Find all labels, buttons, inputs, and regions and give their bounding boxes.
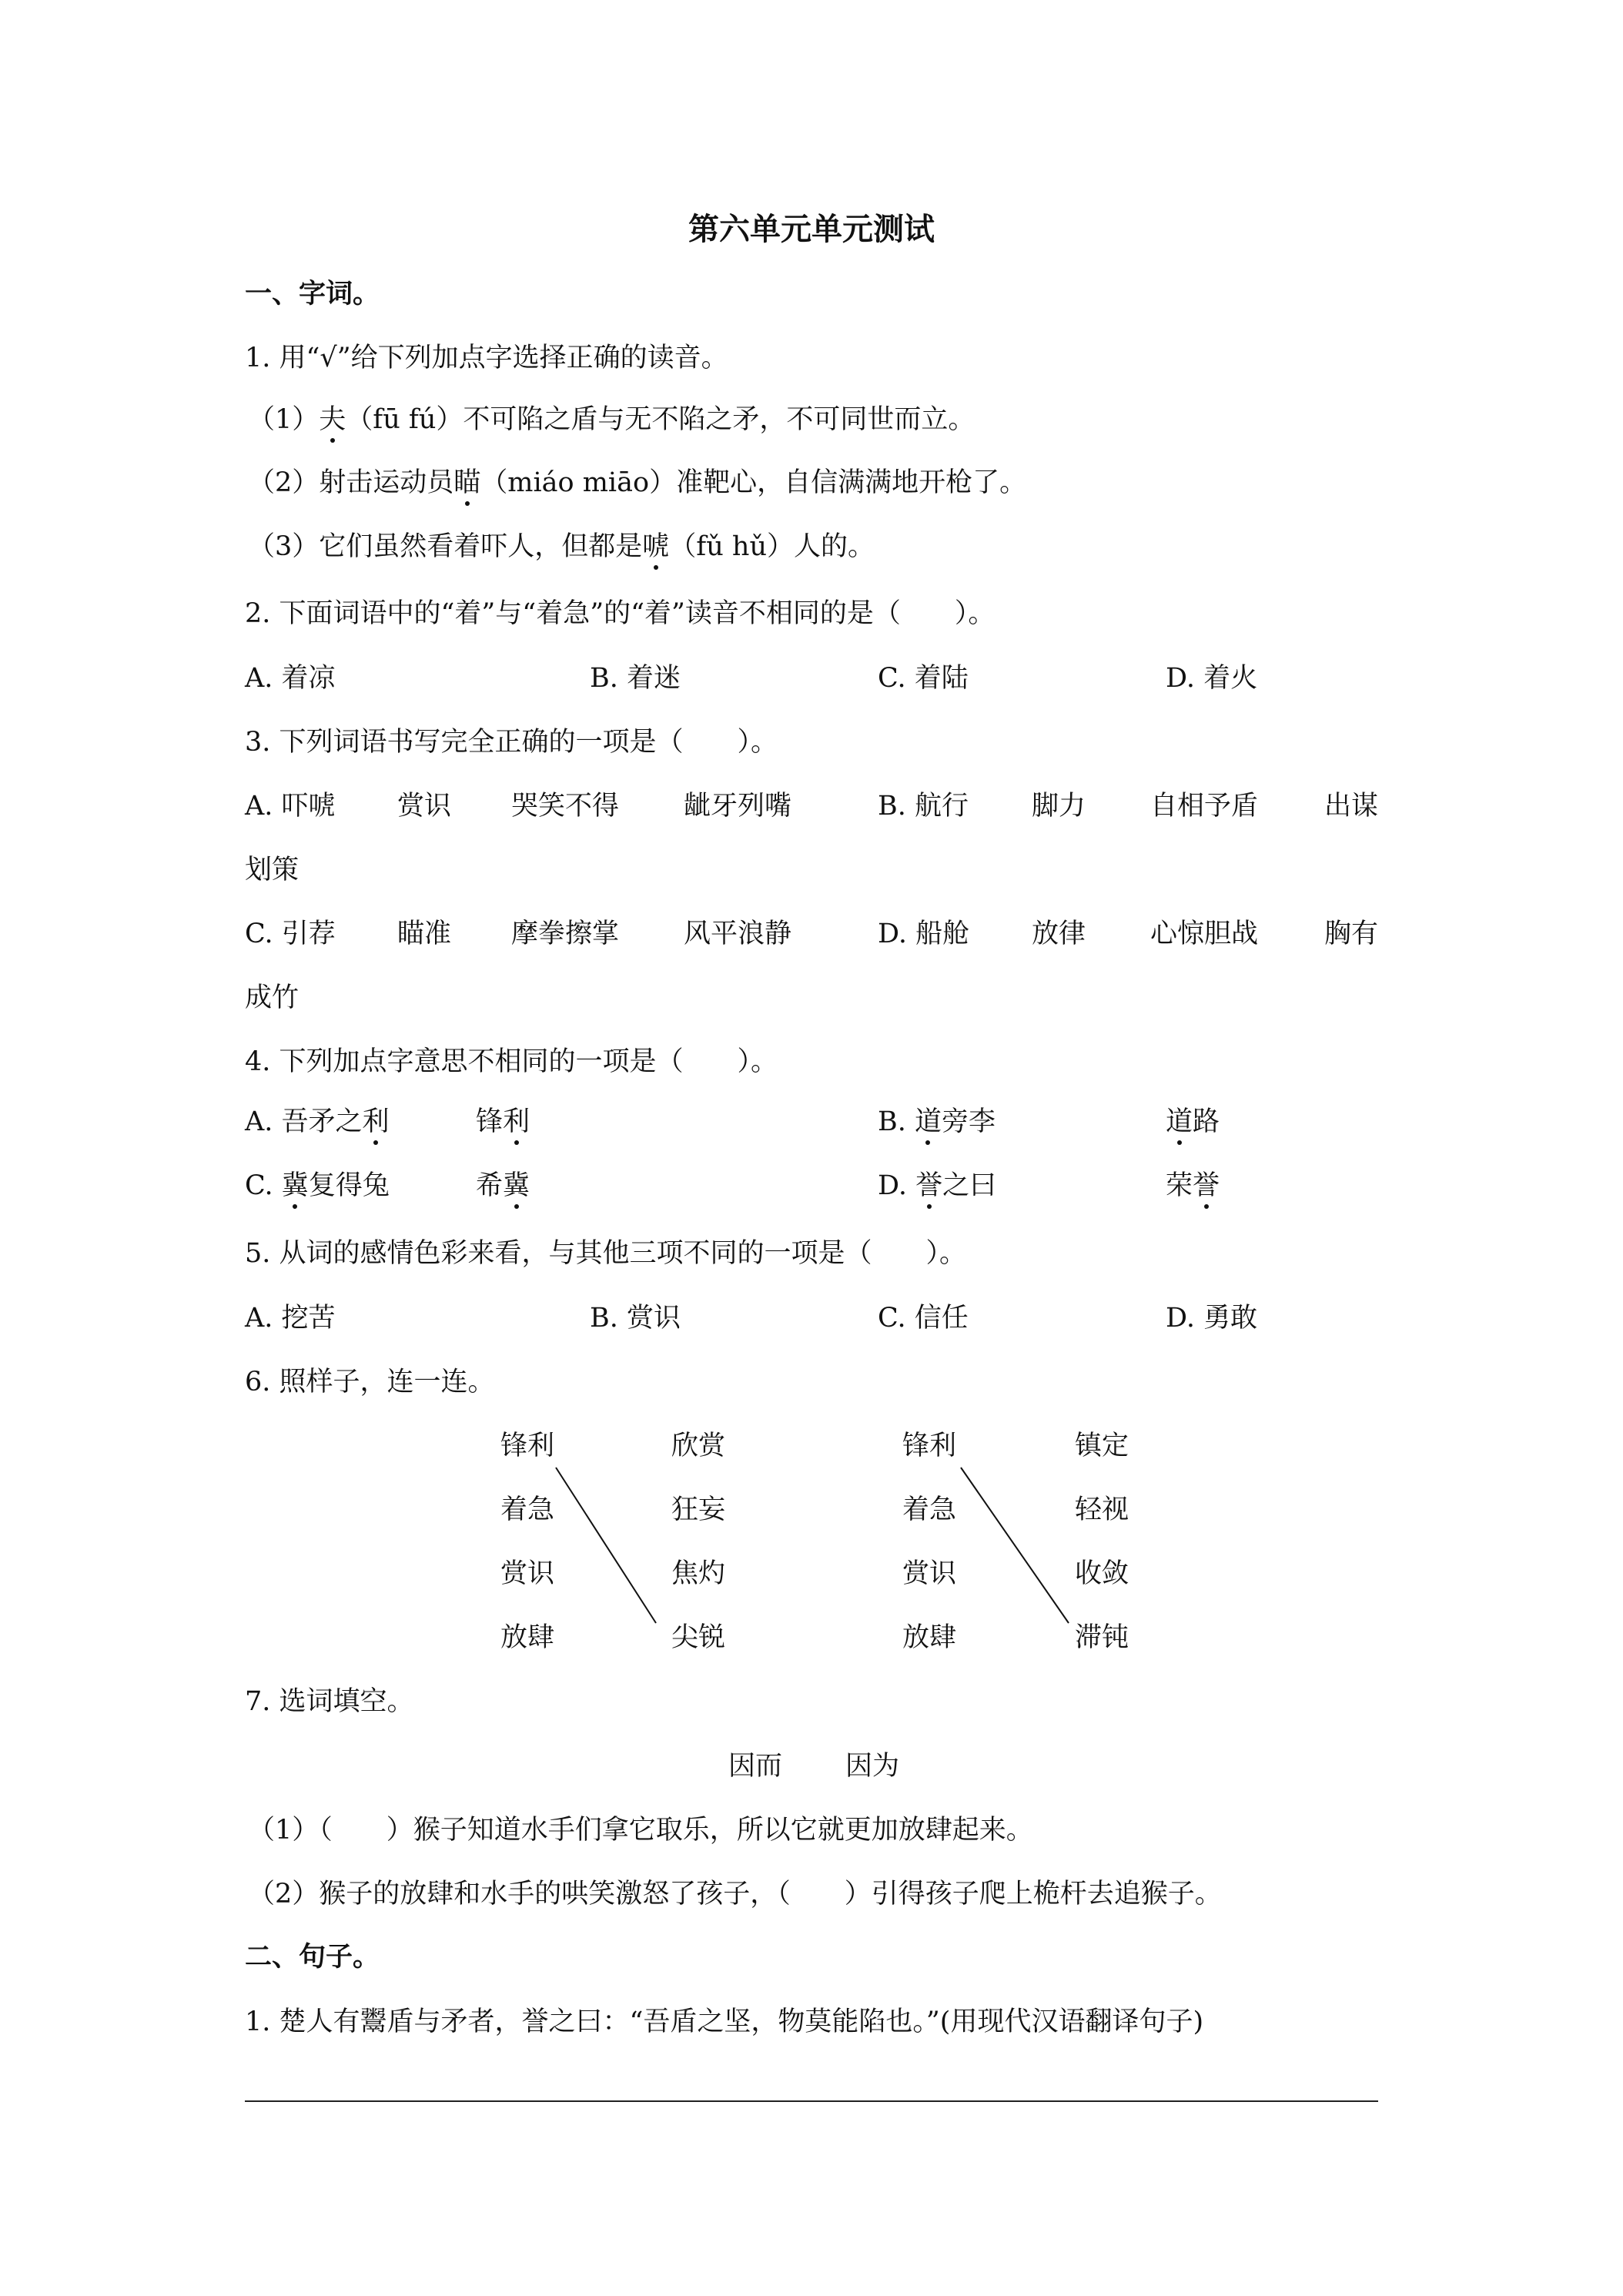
q7-word-1: 因而 — [728, 1751, 783, 1782]
q4-d1-post: 之曰 — [942, 1170, 997, 1201]
q4-option-d-1 — [878, 1169, 996, 1203]
q4-b2-post: 路 — [1193, 1106, 1220, 1137]
q4-option-a-1 — [245, 1105, 390, 1139]
q4-b1-post: 旁李 — [942, 1106, 996, 1137]
q2-option-b: B. 着迷 — [590, 663, 681, 694]
answer-blank-line[interactable] — [245, 2100, 1378, 2102]
q4-option-b-1 — [878, 1105, 996, 1139]
q3-a-word-4: 龇牙列嘴 — [684, 791, 792, 822]
q4-c1-pre: C. — [245, 1170, 282, 1201]
q1-item-1-dotted-char: 夫 — [319, 404, 346, 435]
q4-d1-pre: D. — [878, 1170, 916, 1201]
q4-c2-dotted-char: 冀 — [503, 1170, 530, 1201]
q3-d-word-4-part: 胸有 — [1324, 919, 1379, 949]
q4-option-a-2 — [476, 1105, 530, 1139]
section-heading-words: 一、字词。 — [245, 278, 380, 310]
q4-b2-dotted-char: 道 — [1166, 1106, 1193, 1137]
q6-stem: 6. 照样子，连一连。 — [245, 1367, 495, 1397]
q1-item-2-pre: （2）射击运动员 — [248, 467, 454, 498]
q3-a-word-1: A. 吓唬 — [245, 791, 336, 822]
q2-stem: 2. 下面词语中的“着”与“着急”的“着”读音不相同的是（ ）。 — [245, 598, 996, 629]
q1-item-3-post: （fǔ hǔ）人的。 — [669, 531, 875, 562]
q1-item-2-post: （miáo miāo）准靶心，自信满满地开枪了。 — [480, 467, 1027, 498]
q1-item-2-dotted-char: 瞄 — [453, 467, 481, 498]
q6-left-a-4: 放肆 — [500, 1622, 555, 1653]
q6-example-line-a — [556, 1468, 656, 1623]
q7-item-1: （1）（ ）猴子知道水手们拿它取乐，所以它就更加放肆起来。 — [248, 1815, 1033, 1846]
q2-option-d: D. 着火 — [1166, 663, 1258, 694]
q7-word-2: 因为 — [845, 1751, 900, 1782]
q6-left-a-3: 赏识 — [500, 1558, 555, 1589]
q1-item-1-post: （fū fú）不可陷之盾与无不陷之矛，不可同世而立。 — [346, 404, 975, 435]
q4-c1-dotted-char: 冀 — [281, 1170, 309, 1201]
q6-right-a-2: 狂妄 — [671, 1494, 726, 1525]
q3-b-word-3: 自相予盾 — [1150, 791, 1259, 822]
q4-d2-dotted-char: 誉 — [1193, 1170, 1220, 1201]
q4-stem: 4. 下列加点字意思不相同的一项是（ ）。 — [245, 1046, 778, 1077]
q3-c-word-1: C. 引荐 — [245, 919, 336, 949]
q3-c-word-2: 瞄准 — [397, 919, 452, 949]
q6-right-a-4: 尖锐 — [671, 1622, 726, 1653]
q4-c2-pre: 希 — [476, 1170, 504, 1201]
q1-item-3 — [248, 530, 875, 564]
q4-a1-pre: A. 吾矛之 — [245, 1106, 363, 1137]
q6-left-b-3: 赏识 — [902, 1558, 957, 1589]
section-heading-sentences: 二、句子。 — [245, 1941, 380, 1973]
q4-c1-post: 复得兔 — [308, 1170, 390, 1201]
q4-d1-dotted-char: 誉 — [915, 1170, 943, 1201]
q1-item-1-pre: （1） — [248, 404, 320, 435]
q3-stem: 3. 下列词语书写完全正确的一项是（ ）。 — [245, 727, 778, 758]
q6-right-b-3: 收敛 — [1075, 1558, 1129, 1589]
q3-c-word-4: 风平浪静 — [684, 919, 792, 949]
q3-d-word-1: D. 船舱 — [878, 919, 970, 949]
q2-option-c: C. 着陆 — [878, 663, 969, 694]
q3-d-word-3: 心惊胆战 — [1150, 919, 1259, 949]
q1-item-3-dotted-char: 唬 — [642, 531, 670, 562]
q4-a2-pre: 锋 — [476, 1106, 504, 1137]
q3-a-word-3: 哭笑不得 — [511, 791, 620, 822]
q6-right-a-1: 欣赏 — [671, 1431, 726, 1461]
q4-option-c-1 — [245, 1169, 390, 1203]
q5-option-a: A. 挖苦 — [245, 1303, 336, 1334]
q6-right-b-1: 镇定 — [1075, 1431, 1129, 1461]
q6-right-b-2: 轻视 — [1075, 1494, 1129, 1525]
q6-left-b-2: 着急 — [902, 1494, 957, 1525]
q3-b-word-4-part: 出谋 — [1324, 791, 1379, 822]
q1-item-3-pre: （3）它们虽然看着吓人，但都是 — [248, 531, 643, 562]
q6-right-a-3: 焦灼 — [671, 1558, 726, 1589]
q4-option-d-2 — [1166, 1169, 1220, 1203]
q6-example-line-b — [961, 1468, 1069, 1623]
q3-a-word-2: 赏识 — [397, 791, 452, 822]
q5-option-b: B. 赏识 — [590, 1303, 681, 1334]
q4-option-b-2 — [1166, 1105, 1220, 1139]
q6-left-b-1: 锋利 — [902, 1431, 957, 1461]
q1-stem: 1. 用“√”给下列加点字选择正确的读音。 — [245, 343, 728, 373]
q5-option-c: C. 信任 — [878, 1303, 969, 1334]
page-title: 第六单元单元测试 — [688, 211, 935, 247]
q6-left-b-4: 放肆 — [902, 1622, 957, 1653]
q4-a1-dotted-char: 利 — [362, 1106, 390, 1137]
q3-c-word-3: 摩拳擦掌 — [511, 919, 620, 949]
q3-b-word-4-wrap: 划策 — [245, 855, 300, 885]
q1-item-1 — [248, 403, 975, 437]
q3-d-word-2: 放律 — [1032, 919, 1086, 949]
q5-option-d: D. 勇敢 — [1166, 1303, 1258, 1334]
q1-item-2 — [248, 466, 1026, 500]
q3-b-word-2: 脚力 — [1032, 791, 1086, 822]
q4-option-c-2 — [476, 1169, 530, 1203]
q5-stem: 5. 从词的感情色彩来看，与其他三项不同的一项是（ ）。 — [245, 1238, 967, 1269]
q4-b1-pre: B. — [878, 1106, 915, 1137]
q2-option-a: A. 着凉 — [245, 663, 336, 694]
q6-right-b-4: 滞钝 — [1075, 1622, 1129, 1653]
q3-b-word-1: B. 航行 — [878, 791, 969, 822]
q6-left-a-2: 着急 — [500, 1494, 555, 1525]
q4-a2-dotted-char: 利 — [503, 1106, 530, 1137]
q4-d2-pre: 荣 — [1166, 1170, 1193, 1201]
s2-q1-stem: 1. 楚人有鬻盾与矛者，誉之曰：“吾盾之坚，物莫能陷也。”(用现代汉语翻译句子) — [245, 2006, 1204, 2037]
q4-b1-dotted-char: 道 — [914, 1106, 942, 1137]
q7-item-2: （2）猴子的放肆和水手的哄笑激怒了孩子，（ ）引得孩子爬上桅杆去追猴子。 — [248, 1879, 1222, 1909]
q6-left-a-1: 锋利 — [500, 1431, 555, 1461]
q3-d-word-4-wrap: 成竹 — [245, 982, 300, 1013]
q7-stem: 7. 选词填空。 — [245, 1686, 414, 1717]
